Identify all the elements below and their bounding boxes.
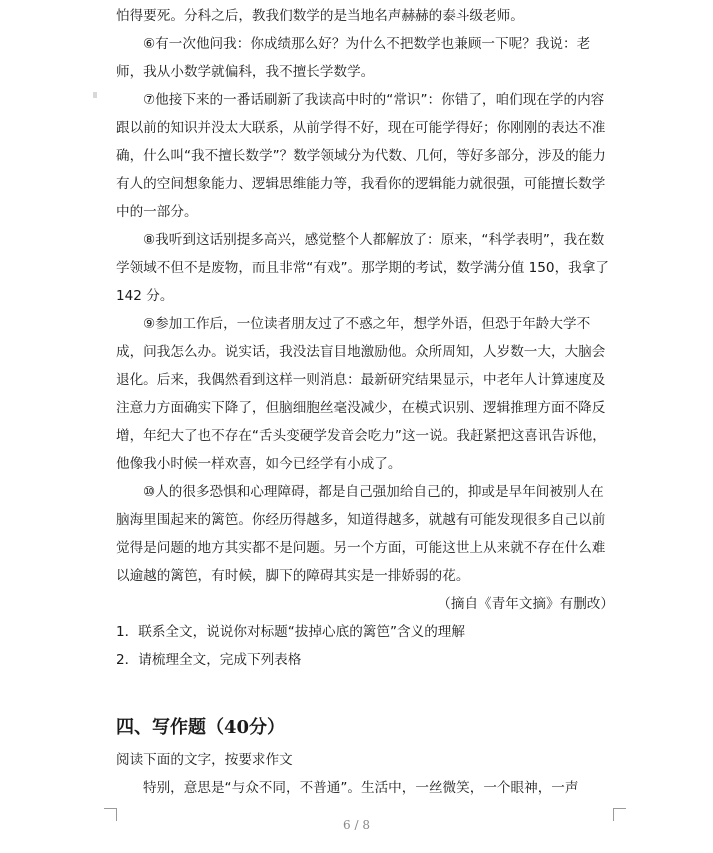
instruction-text: 阅读下面的文字，按要求作文: [116, 752, 293, 768]
paragraph-7: ⑦他接下来的一番话刷新了我读高中时的“常识”：你错了，咱们现在学的内容跟以前的知识并没太大联系，从前学得不好，现在可能学得好；你刚刚的表达不准确，什么叫“我不擅长数学”？数学领域分为代数、几何，等好多部分，涉及的能力有人的空间想象能力、逻辑思维能力等，我看你的逻辑能力就很强，可能擅长数学中的一部分。: [116, 92, 606, 220]
question-1: 1．联系全文，说说你对标题“拔掉心底的篱笆”含义的理解: [116, 624, 465, 640]
source-citation: （摘自《青年文摘》有删改）: [437, 596, 614, 612]
question-2: 2．请梳理全文，完成下列表格: [116, 652, 302, 668]
page-content: [116, 0, 616, 802]
paragraph-10: ⑩人的很多恐惧和心理障碍，都是自己强加给自己的，抑或是早年间被别人在脑海里围起来的篱笆。你经历得越多，知道得越多，就越有可能发现很多自己以前觉得是问题的地方其实都不是问题。另一个方面，可能这世上从来就不存在什么难以逾越的篱笆，有时候，脚下的障碍其实是一排娇弱的花。: [116, 484, 606, 584]
section-title: 四、写作题（40分）: [116, 717, 286, 738]
paragraph-6: ⑥有一次他问我：你成绩那么好？为什么不把数学也兼顾一下呢？我说：老师，我从小数学就偏科，我不擅长学数学。: [116, 36, 591, 80]
paragraph-5-end: 怕得要死。分科之后，教我们数学的是当地名声赫赫的泰斗级老师。: [116, 8, 524, 24]
paragraph-9: ⑨参加工作后，一位读者朋友过了不惑之年，想学外语，但恐于年龄大学不成，问我怎么办。说实话，我没法盲目地激励他。众所周知，人岁数一大，大脑会退化。后来，我偶然看到这样一则消息：最新研究结果显示，中老年人计算速度及注意力方面确实下降了，但脑细胞丝毫没减少，在模式识别、逻辑推理方面不降反增，年纪大了也不存在“舌头变硬学发音会吃力”这一说。我赶紧把这喜讯告诉他，他像我小时候一样欢喜，如今已经学有小成了。: [116, 316, 606, 472]
writing-prompt: 特别，意思是“与众不同，不普通”。生活中，一丝微笑，一个眼神，一声: [143, 780, 579, 796]
page-number: 6 / 8: [343, 818, 370, 832]
paragraph-8: ⑧我听到这话别提多高兴，感觉整个人都解放了：原来，“科学表明”，我在数学领域不但不是废物，而且非常“有戏”。那学期的考试，数学满分值 150，我拿了 142 分。: [116, 232, 609, 304]
margin-mark: [93, 92, 97, 98]
